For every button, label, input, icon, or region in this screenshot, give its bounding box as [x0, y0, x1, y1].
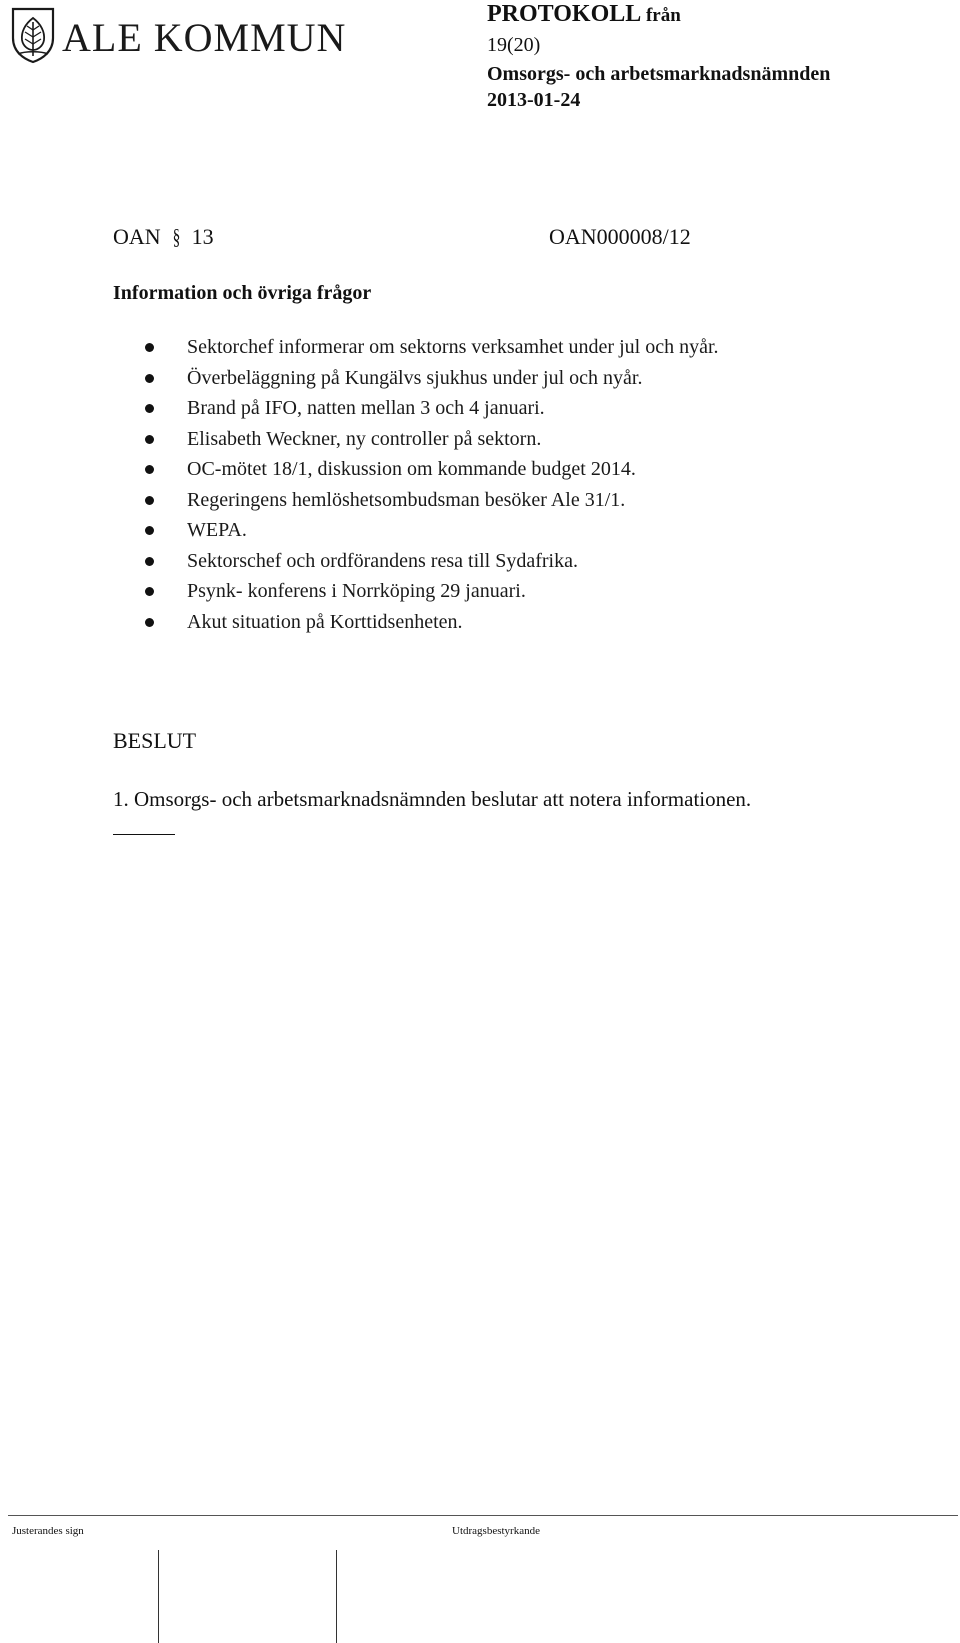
bullet-icon [145, 404, 154, 413]
bullet-icon [145, 435, 154, 444]
section-symbol: § [172, 224, 181, 249]
decision-heading: BESLUT [113, 728, 197, 753]
logo-wordmark: ALE KOMMUN [62, 15, 347, 60]
meeting-date: 2013-01-24 [487, 89, 581, 111]
document-type-label: PROTOKOLL [487, 1, 640, 27]
signature-box-divider [336, 1550, 337, 1643]
list-item-text: Överbeläggning på Kungälvs sjukhus under jul och nyår. [187, 366, 643, 389]
bullet-icon [145, 465, 154, 474]
signature-label: Justerandes sign [12, 1525, 84, 1537]
page-number: 19(20) [487, 34, 541, 56]
bullet-icon [145, 374, 154, 383]
bullet-icon [145, 557, 154, 566]
list-item-text: Akut situation på Korttidsenheten. [187, 610, 463, 633]
document-type [487, 0, 681, 30]
bullet-icon [145, 496, 154, 505]
list-item-text: Elisabeth Weckner, ny controller på sektorn. [187, 427, 542, 450]
list-item [145, 610, 719, 641]
extract-certification-label: Utdragsbestyrkande [452, 1525, 540, 1537]
case-number-value: 13 [191, 224, 214, 249]
footer-divider [8, 1515, 958, 1516]
case-reference: OAN000008/12 [549, 224, 691, 249]
case-prefix: OAN [113, 224, 161, 249]
list-item [145, 579, 719, 610]
list-item [145, 396, 719, 427]
list-item [145, 427, 719, 458]
coat-of-arms-icon [10, 6, 56, 64]
signature-box-divider [158, 1550, 159, 1643]
bullet-icon [145, 587, 154, 596]
bullet-icon [145, 526, 154, 535]
list-item-text: WEPA. [187, 519, 247, 541]
municipality-logo [10, 6, 370, 64]
list-item [145, 335, 719, 366]
list-item-text: Sektorschef och ordförandens resa till Sydafrika. [187, 549, 578, 572]
bullet-icon [145, 343, 154, 352]
document-type-suffix: från [645, 5, 681, 26]
decision-text: 1. Omsorgs- och arbetsmarknadsnämnden beslutar att notera informationen. [113, 787, 752, 811]
list-item [145, 549, 719, 580]
list-item-text: Sektorchef informerar om sektorns verksamhet under jul och nyår. [187, 336, 719, 358]
list-item [145, 488, 719, 519]
list-item [145, 518, 719, 549]
section-heading: Information och övriga frågor [113, 282, 372, 304]
information-list [145, 335, 719, 640]
case-number [113, 224, 214, 250]
list-item-text: Brand på IFO, natten mellan 3 och 4 januari. [187, 397, 545, 419]
list-item [145, 457, 719, 488]
list-item [145, 366, 719, 397]
list-item-text: Psynk- konferens i Norrköping 29 januari. [187, 580, 526, 602]
bullet-icon [145, 618, 154, 627]
board-name: Omsorgs- och arbetsmarknadsnämnden [487, 63, 831, 85]
end-rule [113, 834, 175, 835]
list-item-text: OC-mötet 18/1, diskussion om kommande budget 2014. [187, 458, 636, 480]
list-item-text: Regeringens hemlöshetsombudsman besöker Ale 31/1. [187, 488, 626, 511]
